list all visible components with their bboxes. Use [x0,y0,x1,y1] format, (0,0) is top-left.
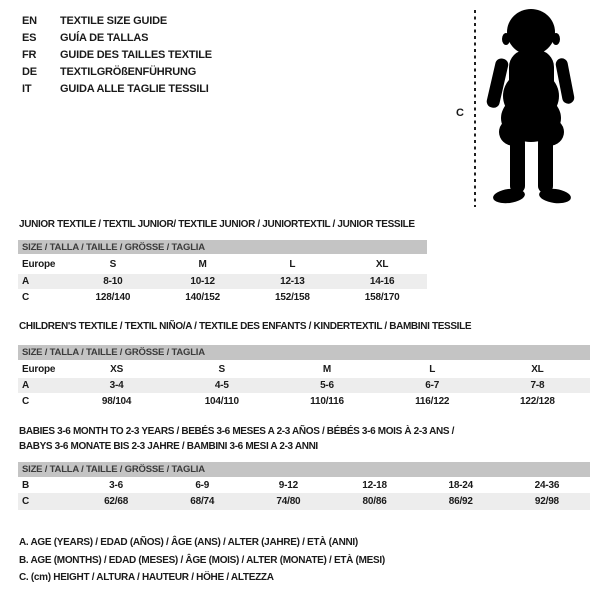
table-cell: 10-12 [190,276,215,287]
table-row [18,274,427,289]
table-cell: 9-12 [278,479,299,491]
childrens-size-header-bar: SIZE / TALLA / TAILLE / GRÖSSE / TAGLIA [18,345,590,360]
table-cell: XL [531,363,544,375]
row-label: C [22,291,30,303]
table-row [18,378,590,393]
baby-silhouette-image [483,8,588,208]
footnote-b: B. AGE (MONTHS) / EDAD (MESES) / ÂGE (MOIS) / ALTER (MONATE) / ETÀ (MESI) [19,554,385,566]
row-label: C [22,396,30,407]
table-cell: 98/104 [101,396,132,407]
babies-title-line-2: BABYS 3-6 MONATE BIS 2-3 JAHRE / BAMBINI 3-6 MESI A 2-3 ANNI [19,441,318,452]
language-title-list [22,13,212,98]
row-label: Europe [22,363,56,375]
table-cell: 68/74 [190,496,215,507]
table-cell: 4-5 [214,380,229,391]
table-row [18,477,590,493]
language-row-es [22,30,212,47]
table-cell: 12-18 [362,479,387,491]
language-row-en [22,13,212,30]
table-row [18,360,590,378]
row-label: A [22,276,30,287]
table-row [18,393,590,410]
table-cell: M [198,258,207,270]
language-label: TEXTILGRÖßENFÜHRUNG [60,66,197,78]
table-cell: 92/98 [534,496,559,507]
row-label: A [22,380,30,391]
table-row [18,289,427,305]
junior-size-header-bar: SIZE / TALLA / TAILLE / GRÖSSE / TAGLIA [18,240,427,254]
table-cell: 7-8 [530,380,545,391]
table-cell: L [429,363,436,375]
table-cell: 24-36 [534,479,560,491]
table-cell: 104/110 [204,396,239,407]
table-cell: 6-9 [195,479,210,491]
footnote-a: A. AGE (YEARS) / EDAD (AÑOS) / ÂGE (ANS) / ALTER (JAHRE) / ETÀ (ANNI) [19,537,358,548]
table-cell: XL [375,258,389,270]
language-label: GUIDA ALLE TAGLIE TESSILI [60,83,209,95]
table-cell: 62/68 [104,496,129,507]
table-cell: 140/152 [185,291,220,303]
height-measure-label: C [456,107,464,119]
table-cell: 128/140 [95,291,131,303]
footnote-c: C. (cm) HEIGHT / ALTURA / HAUTEUR / HÖHE / ALTEZZA [19,572,274,583]
table-cell: 122/128 [520,396,555,407]
table-cell: 158/170 [364,291,400,303]
table-cell: 110/116 [310,396,344,407]
table-row [18,254,427,274]
baby-height-figure [456,8,596,210]
table-cell: 152/158 [275,291,310,303]
table-cell: 6-7 [425,380,440,391]
language-label: GUIDE DES TAILLES TEXTILE [60,49,212,61]
table-cell: L [289,258,296,270]
babies-size-header-bar: SIZE / TALLA / TAILLE / GRÖSSE / TAGLIA [18,462,590,477]
language-code: FR [22,49,37,61]
row-label: C [22,496,30,507]
table-cell: 5-6 [320,380,334,391]
table-row [18,493,590,510]
table-cell: 18-24 [448,479,474,491]
table-cell: 86/92 [448,496,473,507]
table-cell: 116/122 [415,396,450,407]
childrens-section-title: CHILDREN'S TEXTILE / TEXTIL NIÑO/A / TEXTILE DES ENFANTS / KINDERTEXTIL / BAMBINI TESSILE [19,321,472,332]
height-measure-dotted-line-icon [474,10,476,207]
language-label: TEXTILE SIZE GUIDE [60,15,168,27]
table-cell: 74/80 [276,496,301,507]
table-cell: 80/86 [362,496,387,507]
language-label: GUÍA DE TALLAS [60,32,149,44]
language-row-it [22,81,212,98]
language-code: DE [22,66,37,78]
table-cell: 14-16 [369,276,395,287]
junior-section-title: JUNIOR TEXTILE / TEXTIL JUNIOR/ TEXTILE JUNIOR / JUNIORTEXTIL / JUNIOR TESSILE [19,219,415,230]
row-label: B [22,479,30,491]
babies-size-table [18,462,590,510]
table-cell: M [322,363,332,375]
language-row-de [22,64,212,81]
junior-size-table [18,240,427,305]
table-cell: 3-4 [109,380,124,391]
language-code: IT [22,83,32,95]
footnote-list [19,534,385,587]
table-cell: 3-6 [109,479,123,491]
childrens-size-table [18,345,590,410]
row-label: Europe [22,258,56,270]
table-cell: S [218,363,226,375]
language-code: ES [22,32,37,44]
language-row-fr [22,47,212,64]
babies-section-title [19,424,454,454]
table-cell: 12-13 [280,276,305,287]
language-code: EN [22,15,37,27]
table-cell: 8-10 [103,276,123,287]
table-cell: XS [110,363,124,375]
table-cell: S [109,258,117,270]
babies-title-line-1: BABIES 3-6 MONTH TO 2-3 YEARS / BEBÉS 3-6 MESES A 2-3 AÑOS / BÉBÉS 3-6 MOIS À 2-3 ANS / [19,426,455,437]
